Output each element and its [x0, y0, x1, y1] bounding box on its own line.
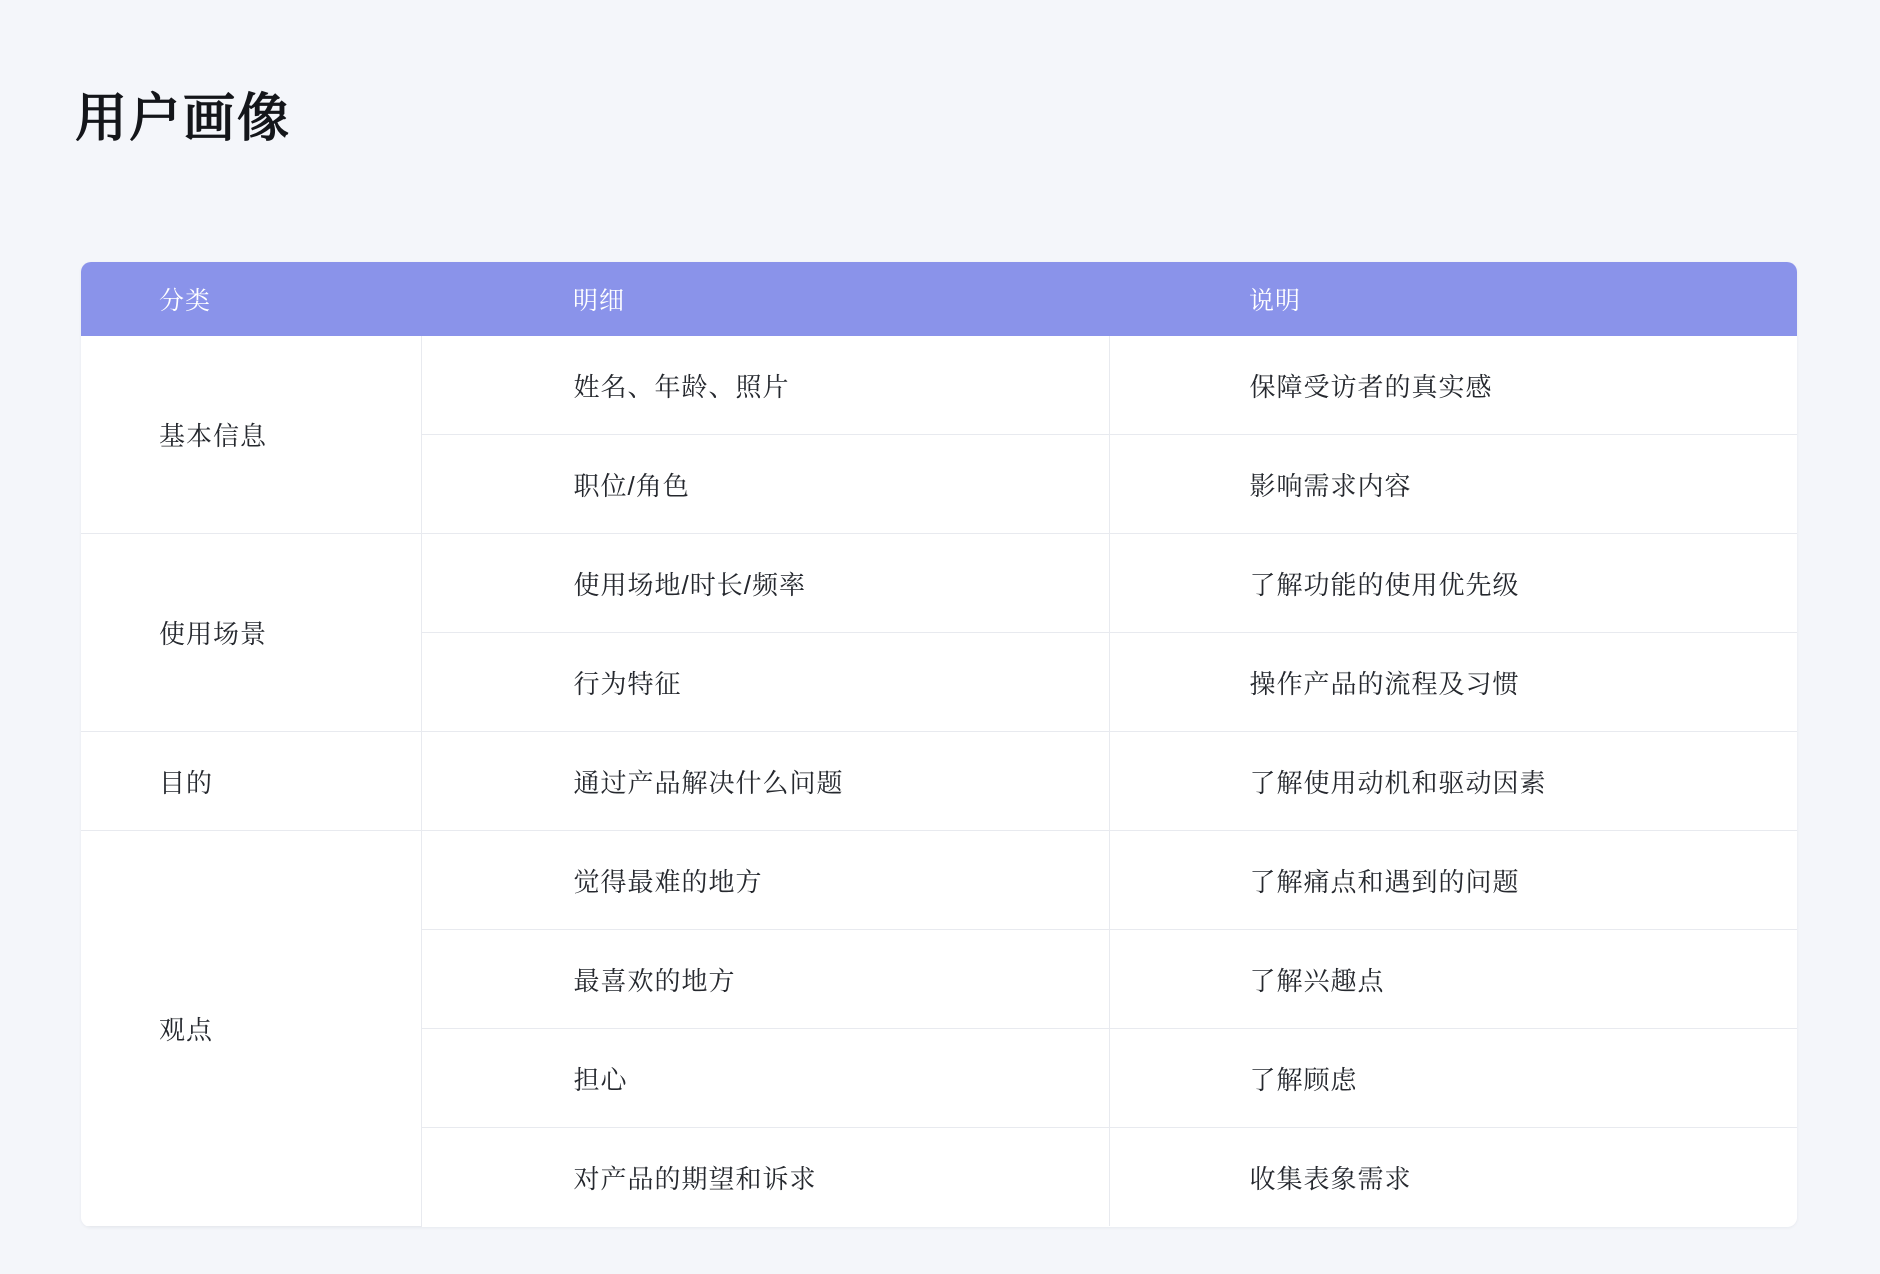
detail-cell: 担心 — [421, 1029, 1109, 1128]
detail-cell: 对产品的期望和诉求 — [421, 1128, 1109, 1227]
table-row — [81, 831, 1797, 930]
page-title: 用户画像 — [75, 90, 292, 148]
table-header-row — [81, 262, 1797, 336]
category-cell-usage-scenario: 使用场景 — [81, 534, 421, 732]
column-header-detail: 明细 — [421, 262, 1109, 336]
column-header-description: 说明 — [1109, 262, 1797, 336]
detail-cell: 通过产品解决什么问题 — [421, 732, 1109, 831]
table-body — [81, 336, 1797, 1226]
description-cell: 收集表象需求 — [1109, 1128, 1797, 1227]
description-cell: 保障受访者的真实感 — [1109, 336, 1797, 435]
description-cell: 了解功能的使用优先级 — [1109, 534, 1797, 633]
detail-cell: 使用场地/时长/频率 — [421, 534, 1109, 633]
table-header — [81, 262, 1797, 336]
detail-cell: 行为特征 — [421, 633, 1109, 732]
detail-cell: 觉得最难的地方 — [421, 831, 1109, 930]
description-cell: 了解使用动机和驱动因素 — [1109, 732, 1797, 831]
user-profile-table — [81, 262, 1797, 1227]
category-cell-viewpoint: 观点 — [81, 831, 421, 1227]
category-cell-basic-info: 基本信息 — [81, 336, 421, 534]
description-cell: 了解痛点和遇到的问题 — [1109, 831, 1797, 930]
description-cell: 了解顾虑 — [1109, 1029, 1797, 1128]
detail-cell: 最喜欢的地方 — [421, 930, 1109, 1029]
description-cell: 操作产品的流程及习惯 — [1109, 633, 1797, 732]
category-cell-purpose: 目的 — [81, 732, 421, 831]
detail-cell: 职位/角色 — [421, 435, 1109, 534]
table-row — [81, 534, 1797, 633]
table-row — [81, 336, 1797, 435]
column-header-category: 分类 — [81, 262, 421, 336]
table-row — [81, 732, 1797, 831]
description-cell: 影响需求内容 — [1109, 435, 1797, 534]
user-profile-table-container — [81, 262, 1797, 1227]
description-cell: 了解兴趣点 — [1109, 930, 1797, 1029]
detail-cell: 姓名、年龄、照片 — [421, 336, 1109, 435]
